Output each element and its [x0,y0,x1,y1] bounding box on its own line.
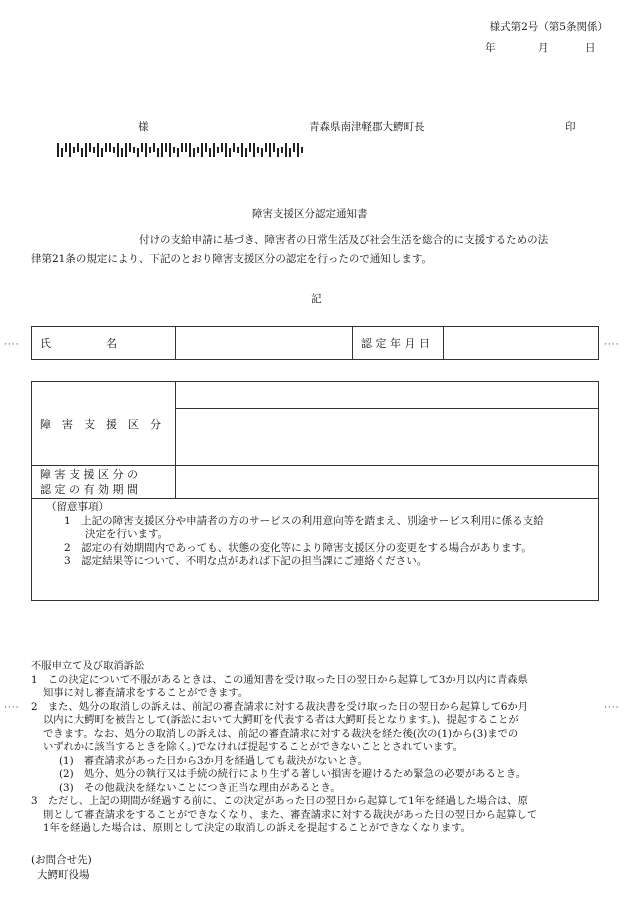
issuer-name: 青森県南津軽郡大鰐町長 [309,121,425,133]
barcode-bar [65,143,67,152]
intro-line-2: 律第21条の規定により、下記のとおり障害支援区分の認定を行ったので通知します。 [31,253,433,265]
appeal-p2-c: できます。なお、処分の取消しの訴えは、前記の審査請求に対する裁決を経た後(次の(1)から(3)までの [43,727,519,740]
barcode-bar [57,143,59,157]
barcode-bar [149,147,151,153]
barcode-bar [213,143,215,157]
document-title: 障害支援区分認定通知書 [252,208,368,220]
barcode-bar [293,143,295,152]
contact-office: 大鰐町役場 [37,869,90,881]
appeal-p2-a: 2 また、処分の取消しの訴えは、前記の審査請求に対する裁決書を受け取った日の翌日から起算して6か月 [31,700,529,713]
category-table [31,381,599,601]
barcode-bar [265,143,267,152]
barcode-bar [233,143,235,152]
barcode-bar [137,148,139,157]
appeal-p2-d: いずれかに該当するときを除く。)でなければ提起することができないこととされています。 [43,741,464,753]
barcode-bar [217,147,219,153]
appeal-p1-a: 1 この決定について不服があるときは、この通知書を受け取った日の翌日から起算して3か月以内に青森県 [31,673,528,686]
barcode-bar [201,143,203,157]
barcode-bar [221,143,223,152]
barcode-bar [301,147,303,153]
name-label: 氏 名 [32,327,176,360]
margin-dots-left-1: ···· [4,340,20,350]
barcode-bar [277,148,279,157]
barcode-bar [85,143,87,157]
postal-barcode [57,143,309,157]
barcode-bar [185,143,187,152]
cert-date-value [444,327,599,360]
barcode-bar [241,143,243,157]
category-value-2 [176,409,599,466]
date-month: 月 [538,42,549,54]
appeal-p2-b: 以内に大鰐町を被告として(訴訟において大鰐町を代表する者は大鰐町長となります。)、提起することが [43,714,519,726]
barcode-bar [77,143,79,152]
validity-label-line-1: 障 害 支 援 区 分 の [40,468,138,481]
barcode-bar [105,143,107,152]
note-1b: 決定を行います。 [85,528,169,540]
appeal-p3-b: 則として審査請求をすることができなくなり、また、審査請求に対する裁決があった日の翌日から起算して [43,808,538,821]
appeal-item-2: (2) 処分、処分の執行又は手続の続行により生ずる著しい損害を避けるため緊急の必要があるとき。 [59,768,527,780]
barcode-bar [113,147,115,153]
barcode-bar [165,143,167,152]
barcode-bar [273,143,275,152]
barcode-bar [177,148,179,157]
addressee-sama: 様 [138,121,149,133]
validity-label-line-2: 認 定 の 有 効 期 間 [40,483,138,496]
barcode-bar [173,147,175,153]
barcode-bar [153,143,155,152]
appeal-p3-c: 1年を経過した場合は、原則として決定の取消しの訴えを提起することができなくなります。 [43,822,471,834]
barcode-bar [281,147,283,153]
appeal-p3-a: 3 ただし、上記の期間が経過する前に、この決定があった日の翌日から起算して1年を経過した場合は、原 [31,795,528,807]
validity-value [176,466,599,499]
barcode-bar [205,143,207,152]
barcode-bar [61,148,63,157]
barcode-bar [181,143,183,152]
notes-cell [32,499,599,601]
barcode-bar [253,143,255,157]
barcode-bar [101,148,103,157]
barcode-bar [197,147,199,153]
notes-heading: （留意事項） [46,501,109,513]
date-day: 日 [585,42,596,54]
name-value [176,327,353,360]
barcode-bar [289,148,291,157]
ki-label: 記 [311,293,322,305]
barcode-bar [225,143,227,157]
category-label: 障 害 支 援 区 分 [32,382,176,466]
barcode-bar [245,148,247,157]
margin-dots-left-2: ···· [4,703,20,713]
barcode-bar [285,143,287,157]
margin-dots-right-1: ···· [604,340,620,350]
barcode-bar [69,143,71,157]
margin-dots-right-2: ···· [604,703,620,713]
barcode-bar [169,143,171,157]
barcode-bar [157,148,159,157]
barcode-bar [121,148,123,157]
note-3: 3 認定結果等について、不明な点があれば下記の担当課にご連絡ください。 [64,555,428,567]
barcode-bar [297,143,299,157]
barcode-bar [257,147,259,153]
contact-heading: (お問合せ先) [31,854,92,866]
appeal-section [31,660,537,836]
date-year: 年 [485,42,496,54]
barcode-bar [145,143,147,157]
recipient-table [31,326,599,360]
form-number: 様式第2号（第5条関係） [489,21,608,33]
barcode-bar [237,147,239,153]
appeal-p1-b: 知事に対し審査請求をすることができます。 [43,687,249,699]
barcode-bar [93,147,95,153]
barcode-bar [193,148,195,157]
appeal-heading: 不服申立て及び取消訴訟 [31,660,145,672]
barcode-bar [81,148,83,157]
validity-label [32,466,176,499]
barcode-bar [109,143,111,152]
category-value-1 [176,382,599,409]
cert-date-label: 認 定 年 月 日 [353,327,444,360]
appeal-item-3: (3) その他裁決を経ないことにつき正当な理由があるとき。 [59,781,341,794]
barcode-bar [249,143,251,152]
barcode-bar [97,143,99,157]
seal-mark: 印 [565,121,576,133]
barcode-bar [209,148,211,157]
appeal-item-1: (1) 審査請求があった日から3か月を経過しても裁決がないとき。 [59,754,368,767]
barcode-bar [125,143,127,157]
note-1a: 1 上記の障害支援区分や申請者の方のサービスの利用意向等を踏まえ、別途サービス利用に係る支給 [64,514,544,527]
note-2: 2 認定の有効期間内であっても、状態の変化等により障害支援区分の変更をする場合があります。 [64,541,532,554]
barcode-bar [161,143,163,157]
barcode-bar [133,147,135,153]
barcode-bar [229,148,231,157]
barcode-bar [129,143,131,152]
barcode-bar [269,143,271,157]
barcode-bar [189,143,191,157]
barcode-bar [117,143,119,157]
barcode-bar [73,147,75,153]
barcode-bar [89,143,91,152]
barcode-bar [261,148,263,157]
barcode-bar [141,143,143,152]
intro-line-1: 付けの支給申請に基づき、障害者の日常生活及び社会生活を総合的に支援するための法 [139,234,549,246]
